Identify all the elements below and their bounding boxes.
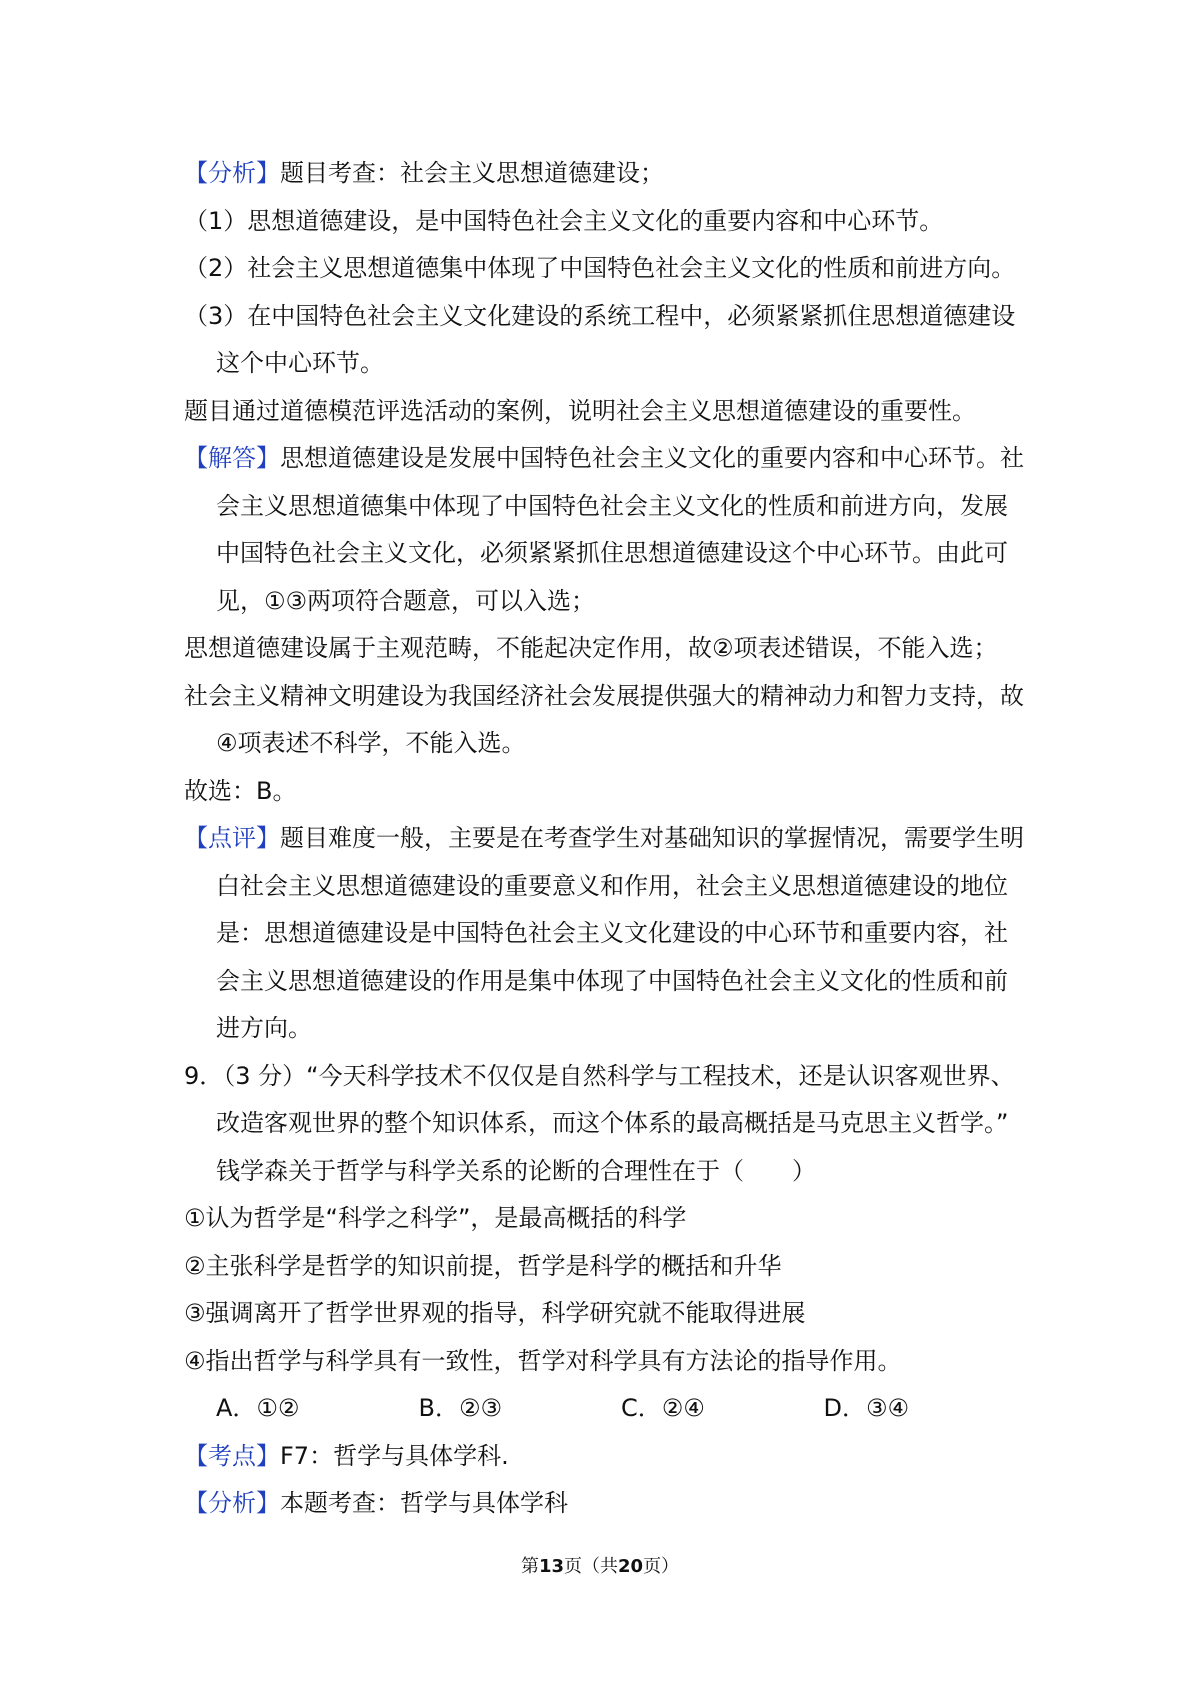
analysis-summary: 题目通过道德模范评选活动的案例，说明社会主义思想道德建设的重要性。 xyxy=(184,396,976,425)
review-heading xyxy=(184,815,1026,863)
question-9-item-2: ②主张科学是哲学的知识前提，哲学是科学的概括和升华 xyxy=(184,1251,782,1280)
knowledge-point-tag: 【考点】 xyxy=(184,1441,280,1470)
review-line-5: 进方向。 xyxy=(216,1014,312,1042)
answer-line-4: 见，①③两项符合题意，可以入选； xyxy=(216,586,596,615)
analysis-point-3-continued: 这个中心环节。 xyxy=(216,349,384,377)
footer-middle: 页（共 xyxy=(564,1556,618,1577)
question-9-item-4: ④指出哲学与科学具有一致性，哲学对科学具有方法论的指导作用。 xyxy=(184,1346,902,1375)
answer-line-2: 会主义思想道德集中体现了中国特色社会主义文化的性质和前进方向，发展 xyxy=(216,491,1008,520)
footer-suffix: 页） xyxy=(643,1556,680,1577)
option-c: C．②④ xyxy=(621,1394,705,1422)
answer-line-5: 思想道德建设属于主观范畴，不能起决定作用，故②项表述错误，不能入选； xyxy=(184,634,998,662)
footer-page-number: 13 xyxy=(538,1556,564,1577)
knowledge-point xyxy=(184,1433,1026,1481)
analysis-point-1: （1）思想道德建设，是中国特色社会主义文化的重要内容和中心环节。 xyxy=(184,206,944,235)
answer-line-3: 中国特色社会主义文化，必须紧紧抓住思想道德建设这个中心环节。由此可 xyxy=(216,539,1008,567)
analysis-point-2: （2）社会主义思想道德集中体现了中国特色社会主义文化的性质和前进方向。 xyxy=(184,254,1016,282)
answer-line-6: 社会主义精神文明建设为我国经济社会发展提供强大的精神动力和智力支持，故 xyxy=(184,681,1024,710)
question-9-item-3: ③强调离开了哲学世界观的指导，科学研究就不能取得进展 xyxy=(184,1299,806,1327)
review-line-4: 会主义思想道德建设的作用是集中体现了中国特色社会主义文化的性质和前 xyxy=(216,966,1008,995)
question-9-options xyxy=(184,1385,1026,1433)
option-a: A．①② xyxy=(216,1394,300,1422)
option-d: D．③④ xyxy=(823,1394,910,1422)
footer-total-pages: 20 xyxy=(618,1556,644,1577)
review-line-2: 白社会主义思想道德建设的重要意义和作用，社会主义思想道德建设的地位 xyxy=(216,871,1008,900)
analysis-tag: 【分析】 xyxy=(184,159,280,187)
question-9-stem: 9．（3 分）“今天科学技术不仅仅是自然科学与工程技术，还是认识客观世界、 xyxy=(184,1061,1015,1090)
analysis-point-3: （3）在中国特色社会主义文化建设的系统工程中，必须紧紧抓住思想道德建设 xyxy=(184,301,1016,330)
answer-heading xyxy=(184,435,1026,483)
answer-line-1: 思想道德建设是发展中国特色社会主义文化的重要内容和中心环节。社 xyxy=(280,444,1024,472)
option-b: B．②③ xyxy=(418,1394,502,1422)
page-content xyxy=(184,150,1026,1528)
analysis-heading xyxy=(184,150,1026,198)
question-9-stem-2: 改造客观世界的整个知识体系，而这个体系的最高概括是马克思主义哲学。” xyxy=(216,1109,1009,1137)
question-9-stem-3: 钱学森关于哲学与科学关系的论断的合理性在于（ ） xyxy=(216,1156,816,1185)
analysis-text: 题目考查：社会主义思想道德建设； xyxy=(280,159,664,187)
review-line-1: 题目难度一般，主要是在考查学生对基础知识的掌握情况，需要学生明 xyxy=(280,824,1024,852)
page-footer xyxy=(0,1555,1200,1579)
question-9-item-1: ①认为哲学是“科学之科学”，是最高概括的科学 xyxy=(184,1204,687,1232)
review-tag: 【点评】 xyxy=(184,824,280,852)
review-line-3: 是：思想道德建设是中国特色社会主义文化建设的中心环节和重要内容，社 xyxy=(216,919,1008,947)
analysis-2 xyxy=(184,1480,1026,1528)
knowledge-point-text: F7：哲学与具体学科. xyxy=(280,1441,509,1470)
answer-choice: 故选：B。 xyxy=(184,776,297,805)
answer-line-7: ④项表述不科学，不能入选。 xyxy=(216,729,526,757)
answer-tag: 【解答】 xyxy=(184,444,280,472)
footer-prefix: 第 xyxy=(520,1556,539,1577)
analysis-2-tag: 【分析】 xyxy=(184,1489,280,1517)
analysis-2-text: 本题考查：哲学与具体学科 xyxy=(280,1489,568,1517)
